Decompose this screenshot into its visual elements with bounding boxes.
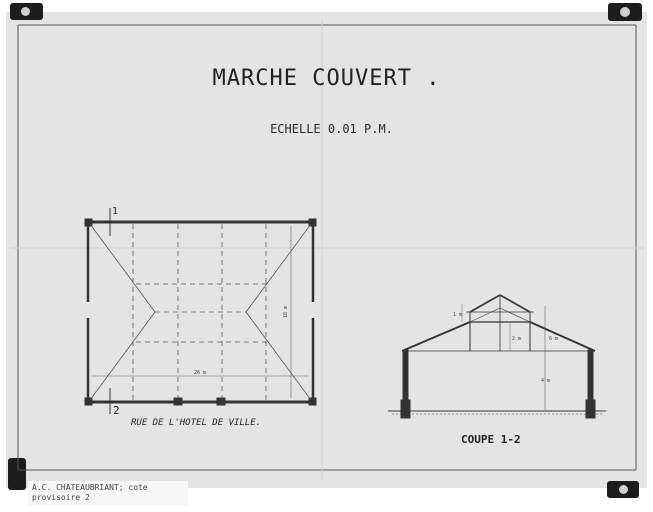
floor-plan	[85, 208, 316, 414]
section-dim-upper: 2 m	[512, 336, 522, 342]
plan-width-dimension: 26 m	[194, 370, 207, 376]
street-label: RUE DE L'HOTEL DE VILLE.	[131, 418, 262, 428]
archive-reference-label	[28, 481, 188, 505]
section-dim-total: 6 m	[549, 336, 559, 342]
plan-depth-dimension: 18 m	[283, 305, 289, 318]
archive-label-line-2: provisoire 2	[32, 493, 90, 502]
section-dim-lower: 4 m	[541, 378, 551, 384]
section-mark-top: 1	[112, 206, 119, 217]
section-dim-lantern: 1 m	[453, 312, 463, 318]
section-caption: COUPE 1-2	[461, 433, 521, 446]
section-mark-bottom: 2	[113, 404, 120, 417]
drawing-scale: ECHELLE 0.01 P.M.	[270, 122, 393, 136]
drawing-title: MARCHE COUVERT .	[212, 66, 441, 91]
cross-section	[388, 295, 606, 418]
archive-label-line-1: A.C. CHATEAUBRIANT; cote	[32, 483, 148, 492]
